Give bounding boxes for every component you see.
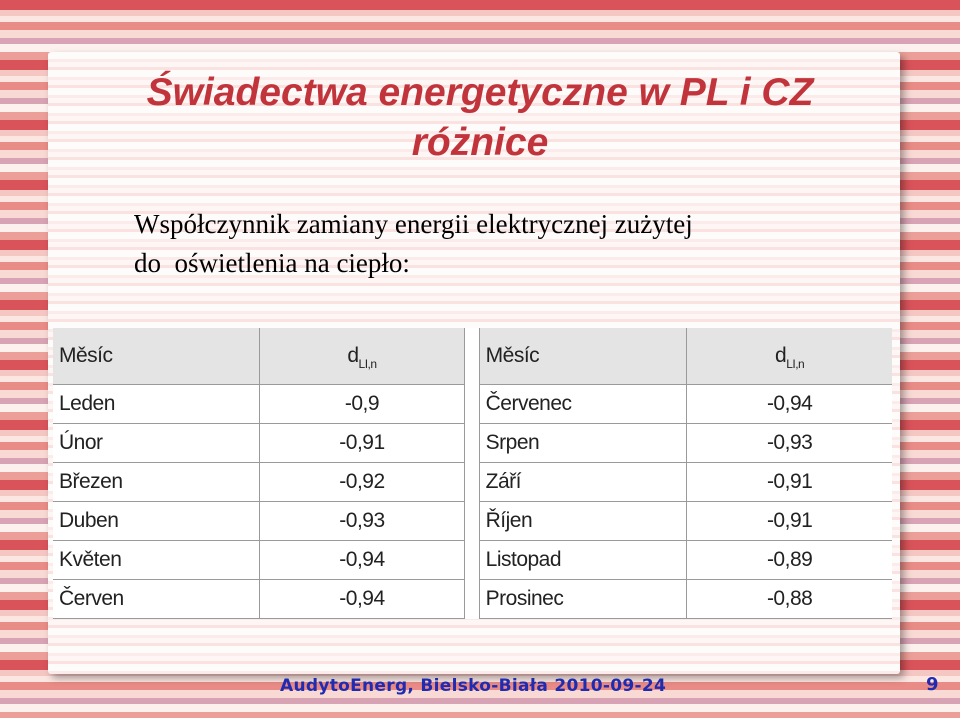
- month-cell: Prosinec: [479, 580, 687, 619]
- value-cell: -0,91: [687, 463, 892, 502]
- column-gap: [465, 424, 479, 463]
- title-line-2: różnice: [411, 121, 549, 164]
- value-cell: -0,92: [259, 463, 465, 502]
- value-cell: -0,94: [259, 541, 465, 580]
- month-cell: Červenec: [479, 385, 687, 424]
- slide-title: [0, 68, 960, 168]
- header-month-left: Měsíc: [53, 328, 259, 385]
- table-header-row: [53, 328, 892, 385]
- value-cell: -0,93: [259, 502, 465, 541]
- title-line-1: Świadectwa energetyczne w PL i CZ: [146, 71, 814, 114]
- month-cell: Únor: [53, 424, 259, 463]
- month-cell: Září: [479, 463, 687, 502]
- column-gap: [465, 385, 479, 424]
- month-cell: Červen: [53, 580, 259, 619]
- coef-subscript: LI,n: [786, 357, 805, 371]
- header-coef-right: [687, 328, 892, 385]
- coef-symbol: d: [775, 344, 787, 367]
- month-cell: Květen: [53, 541, 259, 580]
- value-cell: -0,88: [687, 580, 892, 619]
- coef-subscript: LI,n: [358, 357, 377, 371]
- coefficient-table: [53, 328, 892, 619]
- coef-symbol: d: [347, 344, 359, 367]
- column-gap: [465, 328, 479, 385]
- value-cell: -0,94: [687, 385, 892, 424]
- subtitle-line-1: Współczynnik zamiany energii elektrycznej zużytej: [134, 209, 693, 239]
- table-row: [53, 424, 892, 463]
- column-gap: [465, 541, 479, 580]
- month-cell: Duben: [53, 502, 259, 541]
- column-gap: [465, 502, 479, 541]
- value-cell: -0,93: [687, 424, 892, 463]
- footer-text: AudytoEnerg, Bielsko-Biała 2010-09-24: [280, 676, 667, 696]
- value-cell: -0,91: [687, 502, 892, 541]
- page-number: 9: [926, 674, 939, 695]
- column-gap: [465, 580, 479, 619]
- month-cell: Říjen: [479, 502, 687, 541]
- slide-subtitle: [134, 205, 854, 283]
- month-cell: Srpen: [479, 424, 687, 463]
- value-cell: -0,91: [259, 424, 465, 463]
- header-month-right: Měsíc: [479, 328, 687, 385]
- value-cell: -0,9: [259, 385, 465, 424]
- table-row: [53, 502, 892, 541]
- month-cell: Březen: [53, 463, 259, 502]
- table-row: [53, 463, 892, 502]
- value-cell: -0,89: [687, 541, 892, 580]
- table-row: [53, 541, 892, 580]
- month-cell: Leden: [53, 385, 259, 424]
- table-row: [53, 385, 892, 424]
- month-cell: Listopad: [479, 541, 687, 580]
- subtitle-line-2: do oświetlenia na ciepło:: [134, 248, 410, 278]
- table-row: [53, 580, 892, 619]
- column-gap: [465, 463, 479, 502]
- value-cell: -0,94: [259, 580, 465, 619]
- header-coef-left: [259, 328, 465, 385]
- table-body: [53, 385, 892, 619]
